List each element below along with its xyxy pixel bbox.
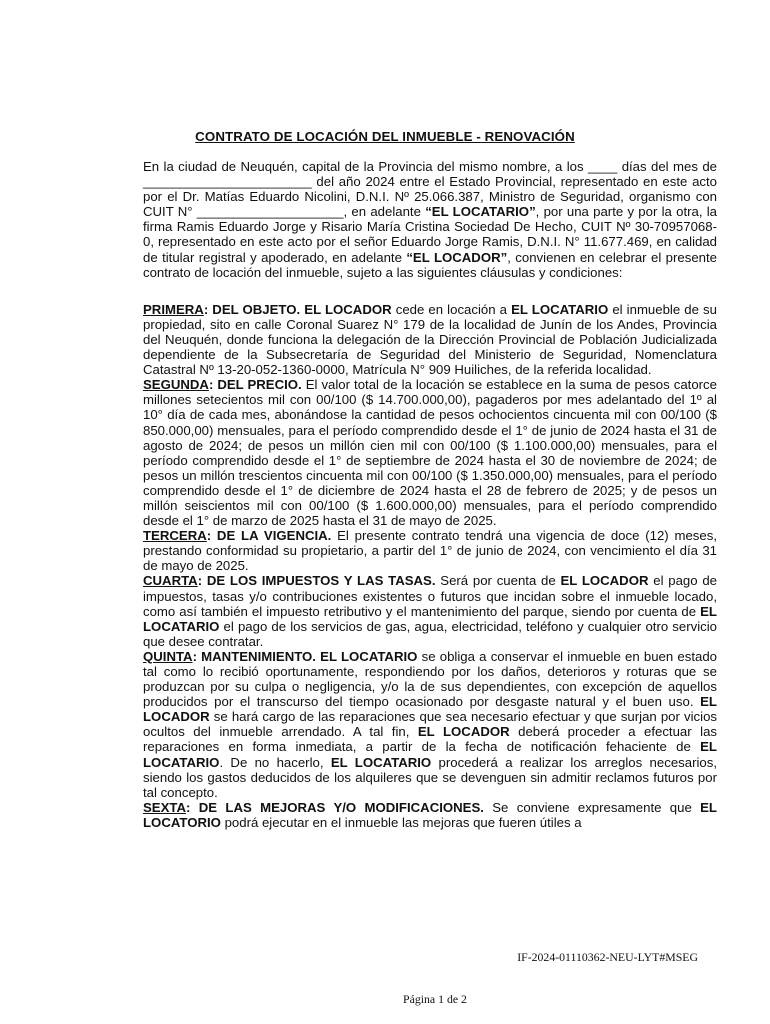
- bold-text: EL LOCATARIO: [143, 603, 717, 634]
- clause-heading: TERCERA: [143, 528, 207, 544]
- bold-text: : DE LA VIGENCIA.: [206, 528, 332, 544]
- clause-cuarta: [143, 573, 717, 648]
- text-run: En la ciudad de Neuquén, capital de la Provincia del mismo nombre, a los ____ días del mes de _______________________ del año 2024 entre el Estado Provincial, representado en este acto por el Dr. Matías Eduardo Nicolini, D.N.I. Nº 25.066.387, Ministro de Seguridad, organismo con CUIT N° ____________________, en adelante: [143, 159, 717, 220]
- text-run: deberá proceder a efectuar las reparaciones en forma inmediata, a partir de la fecha de notificación fehaciente de: [143, 724, 717, 755]
- clause-heading: SEGUNDA: [143, 377, 209, 393]
- text-run: el inmueble de su propiedad, sito en calle Coronal Suarez N° 179 de la localidad de Junín de los Andes, Provincia del Neuquén, donde funciona la delegación de la Dirección Provincial de Población Judicializada dependiente de la Subsecretaría de Seguridad del Ministerio de Seguridad, Nomenclatura Catastral Nº 13-20-052-1360-0000, Matrícula N° 909 Huiliches, de la referida localidad.: [143, 301, 717, 378]
- clause-heading: SEXTA: [143, 799, 186, 815]
- clause-primera: [143, 302, 717, 377]
- bold-text: : MANTENIMIENTO. EL LOCATARIO: [192, 648, 418, 664]
- text-run: podrá ejecutar en el inmueble las mejoras que fueren útiles a: [220, 814, 582, 830]
- intro-paragraph: [143, 159, 717, 280]
- text-run: el pago de los servicios de gas, agua, electricidad, teléfono y cualquier otro servicio que desee contratar.: [143, 618, 717, 649]
- text-run: Se conviene expresamente que: [483, 799, 701, 815]
- document-title: CONTRATO DE LOCACIÓN DEL INMUEBLE - RENOVACIÓN: [195, 129, 575, 144]
- clause-segunda: [143, 377, 717, 528]
- page-number: Página 1 de 2: [403, 992, 467, 1006]
- clauses-list: [143, 302, 717, 830]
- bold-text: EL LOCADOR: [560, 573, 649, 589]
- document-id: IF-2024-01110362-NEU-LYT#MSEG: [517, 950, 698, 964]
- text-run: se obliga a conservar el inmueble en buen estado tal como lo recibió oportunamente, respondiendo por los daños, deterioros y roturas que se produzcan por su culpa o negligencia, y/o la de sus dependientes, con excepción de aquellos producidos por el transcurso del tiempo ocasionado por desgaste natural y el buen uso.: [143, 648, 717, 710]
- bold-text: EL LOCATARIO: [330, 754, 432, 770]
- bold-text: “EL LOCADOR”: [406, 249, 508, 265]
- bold-text: : DEL OBJETO. EL LOCADOR: [203, 301, 392, 317]
- document-body: [143, 159, 717, 830]
- clause-quinta: [143, 649, 717, 800]
- paragraph-gap: [143, 280, 717, 302]
- bold-text: : DEL PRECIO.: [208, 377, 302, 393]
- clause-tercera: [143, 528, 717, 573]
- bold-text: EL LOCADOR: [417, 724, 510, 740]
- clause-heading: PRIMERA: [143, 301, 204, 317]
- text-run: El presente contrato tendrá una vigencia de doce (12) meses, prestando conformidad su propietario, a partir del 1° de junio de 2024, con vencimiento el día 31 de mayo de 2025.: [143, 528, 717, 574]
- bold-text: EL LOCADOR: [143, 694, 717, 725]
- text-run: , convienen en celebrar el presente contrato de locación del inmueble, sujeto a las siguientes cláusulas y condiciones:: [143, 249, 717, 280]
- clause-sexta: [143, 800, 717, 830]
- bold-text: EL LOCATARIO: [143, 739, 717, 770]
- bold-text: EL LOCATORIO: [143, 799, 717, 830]
- text-run: , por una parte y por la otra, la firma Ramis Eduardo Jorge y Risario María Cristina Sociedad De Hecho, CUIT Nº 30-70957068-0, representado en este acto por el señor Eduardo Jorge Ramis, D.N.I. N° 11.677.469, en calidad de titular registral y apoderado, en adelante: [143, 204, 718, 265]
- bold-text: “EL LOCATARIO”: [425, 204, 536, 220]
- clause-heading: QUINTA: [143, 648, 193, 664]
- text-run: Será por cuenta de: [435, 573, 561, 589]
- text-run: se hará cargo de las reparaciones que sea necesario efectuar y que surjan por vicios ocultos del inmueble arrendado. A tal fin,: [143, 709, 717, 740]
- bold-text: : DE LAS MEJORAS Y/O MODIFICACIONES.: [186, 799, 484, 815]
- bold-text: EL LOCATARIO: [511, 301, 609, 317]
- text-run: cede en locación a: [391, 301, 512, 317]
- bold-text: : DE LOS IMPUESTOS Y LAS TASAS.: [197, 573, 436, 589]
- text-run: El valor total de la locación se establece en la suma de pesos catorce millones setecientos mil con 00/100 ($ 14.700.000,00), pagaderos por mes adelantado del 1º al 10° día de cada mes, abonándose la cantidad de pesos ochocientos cincuenta mil con 00/100 ($ 850.000,00) mensuales, para el período comprendido desde el 1° de junio de 2024 hasta el 31 de agosto de 2024; de pesos un millón cien mil con 00/100 ($ 1.100.000,00) mensuales, para el período comprendido desde el 1° de septiembre de 2024 hasta el 30 de noviembre de 2024; de pesos un millón trescientos cincuenta mil con 00/100 ($ 1.350.000,00) mensuales, para el período comprendido desde el 1° de diciembre de 2024 hasta el 28 de febrero de 2025; y de pesos un millón seiscientos mil con 00/100 ($ 1.600.000,00) mensuales, para el período comprendido desde el 1° de marzo de 2025 hasta el 31 de mayo de 2025.: [143, 377, 717, 529]
- text-run: el pago de impuestos, tasas y/o contribuciones existentes o futuros que incidan sobre el inmueble locado, como así también el impuesto retributivo y el mantenimiento del parque, siendo por cuenta de: [143, 573, 717, 619]
- text-run: procederá a realizar los arreglos necesarios, siendo los gastos deducidos de los alquileres que se devenguen sin admitir reclamos futuros por tal concepto.: [143, 754, 717, 800]
- clause-heading: CUARTA: [143, 573, 198, 589]
- text-run: . De no hacerlo,: [219, 754, 331, 770]
